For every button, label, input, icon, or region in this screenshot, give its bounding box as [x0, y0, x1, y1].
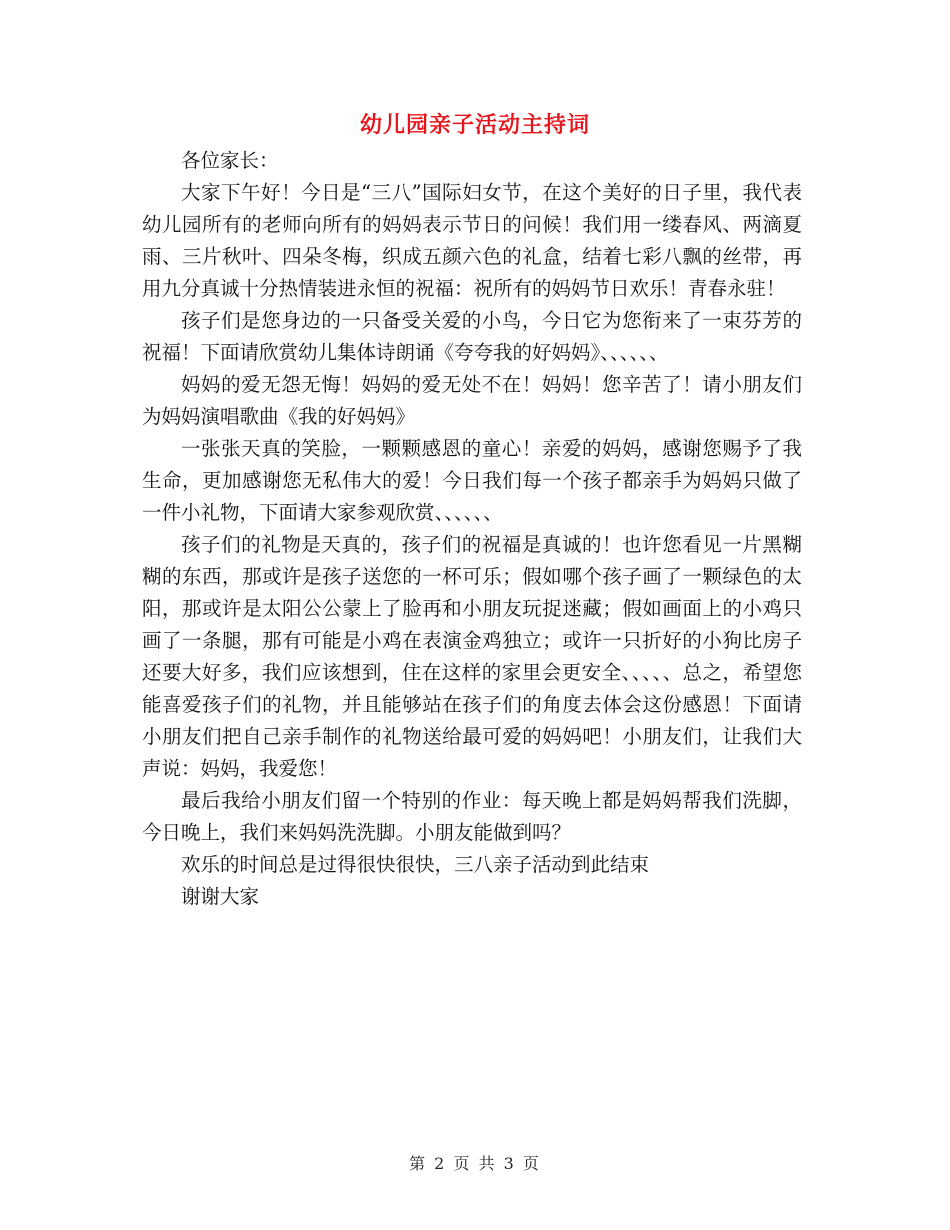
paragraph-gift-meaning: 孩子们的礼物是天真的，孩子们的祝福是真诚的！也许您看见一片黑糊糊的东西，那或许是孩子送您的一杯可乐；假如哪个孩子画了一颗绿色的太阳，那或许是太阳公公蒙上了脸再和小朋友玩捉迷藏；假如画面上的小鸡只画了一条腿，那有可能是小鸡在表演金鸡独立；或许一只折好的小狗比房子还要大好多，我们应该想到，住在这样的家里会更安全、、、、、总之，希望您能喜爱孩子们的礼物，并且能够站在孩子们的角度去体会这份感恩！下面请小朋友们把自己亲手制作的礼物送给最可爱的妈妈吧！小朋友们，让我们大声说：妈妈，我爱您！ [142, 533, 802, 780]
paragraph-thanks: 谢谢大家 [181, 885, 260, 908]
document-body [142, 145, 802, 913]
paragraph-greeting: 各位家长： [181, 149, 279, 172]
paragraph-opening: 大家下午好！今日是“三八”国际妇女节，在这个美好的日子里，我代表幼儿园所有的老师向所有的妈妈表示节日的问候！我们用一缕春风、两滴夏雨、三片秋叶、四朵冬梅，织成五颜六色的礼盒，结着七彩八飘的丝带，再用九分真诚十分热情装进永恒的祝福：祝所有的妈妈节日欢乐！青春永驻！ [142, 181, 802, 300]
paragraph-gift: 一张张天真的笑脸，一颗颗感恩的童心！亲爱的妈妈，感谢您赐予了我生命，更加感谢您无私伟大的爱！今日我们每一个孩子都亲手为妈妈只做了一件小礼物，下面请大家参观欣赏、、、、、、 [142, 437, 802, 524]
paragraph-closing: 欢乐的时间总是过得很快很快，三八亲子活动到此结束 [181, 853, 650, 876]
page-footer: 第 2 页 共 3 页 [409, 1154, 541, 1173]
paragraph-homework: 最后我给小朋友们留一个特别的作业：每天晚上都是妈妈帮我们洗脚，今日晚上，我们来妈妈洗洗脚。小朋友能做到吗？ [142, 789, 802, 844]
paragraph-song: 妈妈的爱无怨无悔！妈妈的爱无处不在！妈妈！您辛苦了！请小朋友们为妈妈演唱歌曲《我的好妈妈》 [142, 373, 802, 428]
page-title: 幼儿园亲子活动主持词 [359, 112, 590, 138]
paragraph-poem: 孩子们是您身边的一只备受关爱的小鸟，今日它为您衔来了一束芬芳的祝福！下面请欣赏幼儿集体诗朗诵《夸夸我的好妈妈》、、、、、、 [142, 309, 802, 364]
